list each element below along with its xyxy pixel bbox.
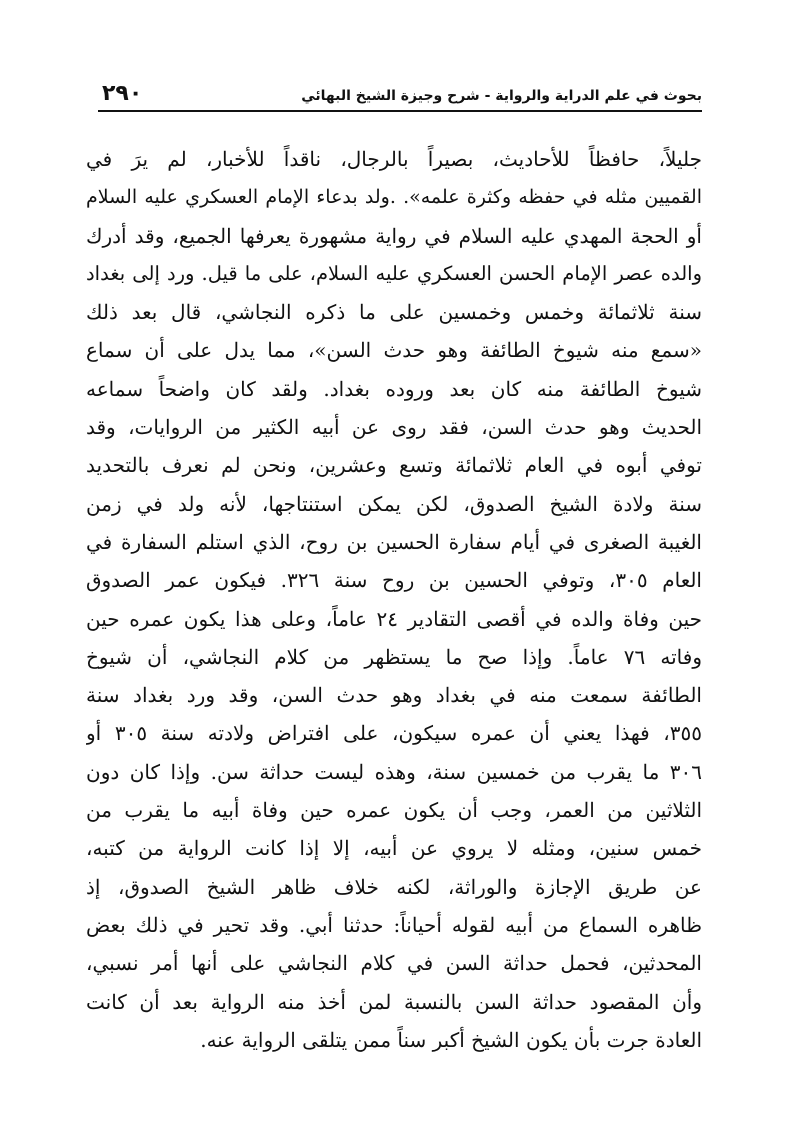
text-line: والده عصر الإمام الحسن العسكري عليه السلام، على ما قيل. ورد إلى بغداد bbox=[86, 261, 702, 285]
text-line: شيوخ الطائفة منه كان بعد وروده بغداد. ولقد كان واضحاً سماعه bbox=[86, 376, 702, 401]
text-line: ٣٥٥، فهذا يعني أن عمره سيكون، على افتراض ولادته سنة ٣٠٥ أو bbox=[86, 721, 702, 746]
text-line: الطائفة سمعت منه في بغداد وهو حدث السن، وقد ورد بغداد سنة bbox=[86, 683, 702, 708]
text-line: الغيبة الصغرى في أيام سفارة الحسين بن روح، الذي استلم السفارة في bbox=[86, 529, 702, 554]
text-line: جليلاً، حافظاً للأحاديث، بصيراً بالرجال، ناقداً للأخبار، لم يرَ في bbox=[86, 147, 702, 171]
text-line: سنة ثلاثمائة وخمس وخمسين على ما ذكره النجاشي، قال بعد ذلك bbox=[86, 300, 702, 325]
text-line: توفي أبوه في العام ثلاثمائة وتسع وعشرين، ونحن لم نعرف بالتحديد bbox=[86, 453, 702, 478]
text-line: المحدثين، فحمل حداثة السن في كلام النجاشي على أنها أمر نسبي، bbox=[86, 951, 702, 976]
text-line: وفاته ٧٦ عاماً. وإذا صح ما يستظهر من كلام النجاشي، أن شيوخ bbox=[86, 644, 702, 669]
page-header bbox=[98, 82, 702, 108]
text-line: الحديث وهو حدث السن، فقد روى عن أبيه الكثير من الروايات، وقد bbox=[86, 415, 702, 440]
header-rule bbox=[98, 110, 702, 112]
body-text bbox=[86, 140, 702, 1059]
text-line: عن طريق الإجازة والوراثة، لكنه خلاف ظاهر الشيخ الصدوق، إذ bbox=[86, 874, 702, 899]
text-line: العادة جرت بأن يكون الشيخ أكبر سناً ممن يتلقى الرواية عنه. bbox=[200, 1027, 702, 1052]
text-line: خمس سنين، ومثله لا يروي عن أبيه، إلا إذا كانت الرواية من كتبه، bbox=[86, 836, 702, 861]
running-title: بحوث في علم الدراية والرواية - شرح وجيزة الشيخ البهائي bbox=[301, 88, 702, 104]
text-line: ظاهره السماع من أبيه لقوله أحياناً: حدثنا أبي. وقد تحير في ذلك بعض bbox=[86, 912, 702, 937]
page-number: ٢٩٠ bbox=[102, 81, 143, 106]
text-line: الثلاثين من العمر، وجب أن يكون عمره حين وفاة أبيه ما يقرب من bbox=[86, 798, 702, 823]
text-line: أو الحجة المهدي عليه السلام في رواية مشهورة يعرفها الجميع، وقد أدرك bbox=[86, 223, 702, 248]
text-line: سنة ولادة الشيخ الصدوق، لكن يمكن استنتاجها، لأنه ولد في زمن bbox=[86, 491, 702, 516]
text-line: حين وفاة والده في أقصى التقادير ٢٤ عاماً، وعلى هذا يكون عمره حين bbox=[86, 606, 702, 631]
text-line: «سمع منه شيوخ الطائفة وهو حدث السن»، مما يدل على أن سماع bbox=[86, 338, 702, 363]
text-line: العام ٣٠٥، وتوفي الحسين بن روح سنة ٣٢٦. فيكون عمر الصدوق bbox=[86, 568, 702, 593]
text-line: ٣٠٦ ما يقرب من خمسين سنة، وهذه ليست حداثة سن. وإذا كان دون bbox=[86, 759, 702, 784]
text-line: القميين مثله في حفظه وكثرة علمه». .ولد بدعاء الإمام العسكري عليه السلام bbox=[86, 186, 702, 209]
text-line: وأن المقصود حداثة السن بالنسبة لمن أخذ منه الرواية بعد أن كانت bbox=[86, 989, 702, 1014]
